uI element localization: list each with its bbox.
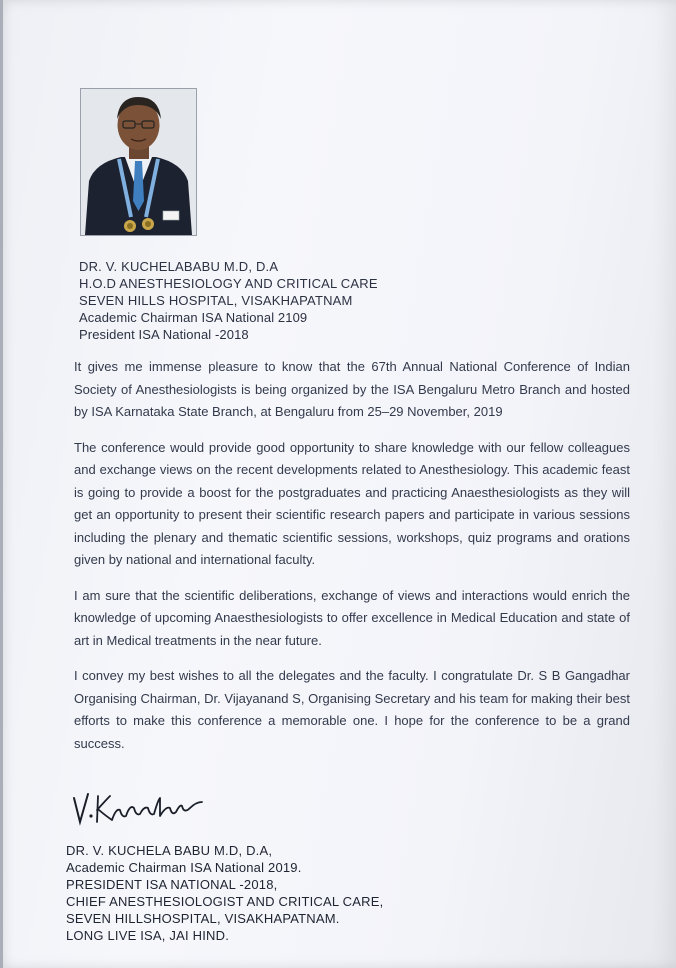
author-role-academic: Academic Chairman ISA National 2109 [79,310,308,325]
closing-slogan: LONG LIVE ISA, JAI HIND. [66,928,230,943]
paragraph: The conference would provide good opportunity to share knowledge with our fellow colleagues and exchange views on the recent developments related to Anesthesiology. This academic feast is going to provide a boost for the postgraduates and practicing Anaesthesiologists as they will get an opportunity to present their scientific research papers and participate in various sessions including the plenary and thematic scientific sessions, workshops, quiz programs and orations given by national and international faculty. [74,439,630,567]
paragraph: It gives me immense pleasure to know that the 67th Annual National Conference of Indian Society of Anesthesiologists is being organized by the ISA Bengaluru Metro Branch and hosted by ISA Karnataka State Branch, at Bengaluru from 25–29 November, 2019 [74,359,630,419]
author-photo [80,88,197,236]
author-role-president: President ISA National -2018 [79,327,249,342]
author-hospital: SEVEN HILLS HOSPITAL, VISAKHAPATNAM [79,293,353,308]
paragraph: I am sure that the scientific deliberations, exchange of views and interactions would enrich the knowledge of upcoming Anaesthesiologists to offer excellence in Medical Education and state of art in Medical treatments in the near future. [74,587,630,648]
closing-hospital: SEVEN HILLSHOSPITAL, VISAKHAPATNAM. [66,911,340,926]
page-edge [0,0,3,968]
closing-role-chief: CHIEF ANESTHESIOLOGIST AND CRITICAL CARE, [66,894,384,909]
author-department: H.O.D ANESTHESIOLOGY AND CRITICAL CARE [79,276,378,291]
handwritten-signature [70,786,220,830]
paragraph: I convey my best wishes to all the delegates and the faculty. I congratulate Dr. S B Gangadhar Organising Chairman, Dr. Vijayanand S, Organising Secretary and his team for making their best efforts to make this conference a memorable one. I hope for the conference to be a grand success. [74,668,630,751]
letterhead [79,258,378,343]
closing-block [66,842,383,944]
closing-role-president: PRESIDENT ISA NATIONAL -2018, [66,877,278,892]
closing-role-academic: Academic Chairman ISA National 2019. [66,860,302,875]
letter-body [74,356,630,768]
closing-name: DR. V. KUCHELA BABU M.D, D.A, [66,843,273,858]
author-name: DR. V. KUCHELABABU M.D, D.A [79,259,279,274]
